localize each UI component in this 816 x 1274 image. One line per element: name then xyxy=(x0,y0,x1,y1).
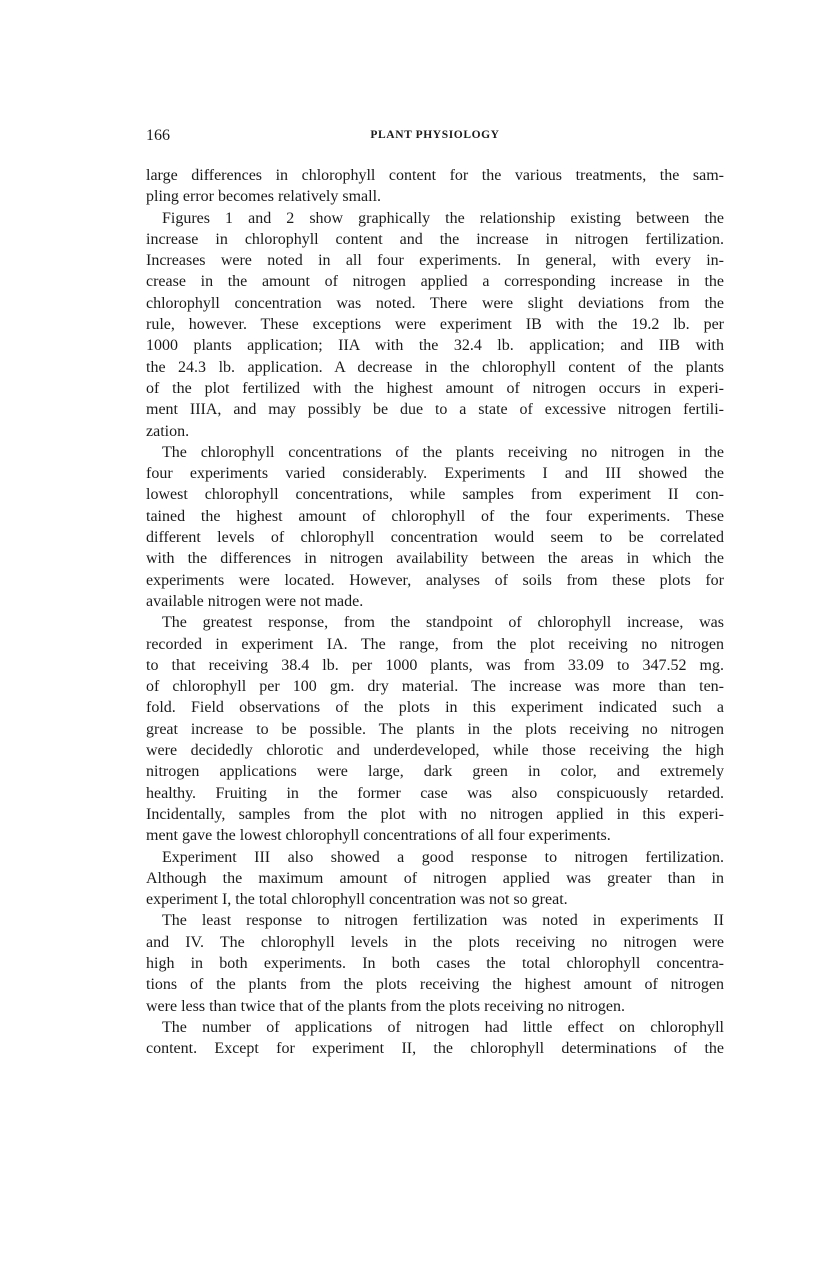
body-text xyxy=(146,165,724,1059)
paragraph-least-response xyxy=(146,910,724,1016)
text-line: nitrogen applications were large, dark green in color, and extremely xyxy=(146,763,724,781)
text-line: different levels of chlorophyll concentration would seem to be correlated xyxy=(146,529,724,547)
text-line: Experiment III also showed a good response to nitrogen fertilization. xyxy=(162,848,724,866)
text-line: healthy. Fruiting in the former case was also conspicuously retarded. xyxy=(146,784,724,802)
text-line: The chlorophyll concentrations of the plants receiving no nitrogen in the xyxy=(162,443,724,461)
text-line: Incidentally, samples from the plot with no nitrogen applied in this experi- xyxy=(146,805,724,823)
text-line: available nitrogen were not made. xyxy=(146,592,364,610)
paragraph-figures-relationship xyxy=(146,208,724,442)
text-line: increase in chlorophyll content and the increase in nitrogen fertilization. xyxy=(146,230,724,248)
text-line: and IV. The chlorophyll levels in the plots receiving no nitrogen were xyxy=(146,933,724,951)
text-line: great increase to be possible. The plants in the plots receiving no nitrogen xyxy=(146,720,724,738)
text-line: recorded in experiment IA. The range, from the plot receiving no nitrogen xyxy=(146,635,724,653)
text-line: high in both experiments. In both cases the total chlorophyll concentra- xyxy=(146,954,724,972)
text-line: rule, however. These exceptions were experiment IB with the 19.2 lb. per xyxy=(146,316,724,334)
text-line: of chlorophyll per 100 gm. dry material. The increase was more than ten- xyxy=(146,678,724,696)
page-number: 166 xyxy=(146,127,170,144)
text-line: zation. xyxy=(146,422,190,440)
paragraph-number-of-applications xyxy=(146,1017,724,1060)
text-line: to that receiving 38.4 lb. per 1000 plants, was from 33.09 to 347.52 mg. xyxy=(146,656,724,674)
text-line: ment IIIA, and may possibly be due to a state of excessive nitrogen fertili- xyxy=(146,401,724,419)
text-line: four experiments varied considerably. Experiments I and III showed the xyxy=(146,465,724,483)
text-line: tained the highest amount of chlorophyll of the four experiments. These xyxy=(146,507,724,525)
text-line: were less than twice that of the plants from the plots receiving no nitrogen. xyxy=(146,997,625,1015)
text-line: tions of the plants from the plots receiving the highest amount of nitrogen xyxy=(146,976,724,994)
text-line: the 24.3 lb. application. A decrease in the chlorophyll content of the plants xyxy=(146,358,724,376)
text-line: Figures 1 and 2 show graphically the relationship existing between the xyxy=(162,209,724,227)
text-line: pling error becomes relatively small. xyxy=(146,188,382,206)
text-line: Although the maximum amount of nitrogen applied was greater than in xyxy=(146,869,724,887)
paragraph-continued xyxy=(146,165,724,208)
text-line: 1000 plants application; IIA with the 32.4 lb. application; and IIB with xyxy=(146,337,724,355)
text-line: were decidedly chlorotic and underdeveloped, while those receiving the high xyxy=(146,742,724,760)
paragraph-greatest-response xyxy=(146,612,724,846)
paragraph-no-nitrogen-levels xyxy=(146,442,724,612)
text-line: Increases were noted in all four experiments. In general, with every in- xyxy=(146,252,724,270)
text-line: ment gave the lowest chlorophyll concentrations of all four experiments. xyxy=(146,827,611,845)
text-line: experiments were located. However, analyses of soils from these plots for xyxy=(146,571,724,589)
text-line: experiment I, the total chlorophyll concentration was not so great. xyxy=(146,891,568,909)
running-head xyxy=(146,127,724,151)
text-line: crease in the amount of nitrogen applied a corresponding increase in the xyxy=(146,273,724,291)
journal-title: PLANT PHYSIOLOGY xyxy=(370,129,500,141)
text-line: The number of applications of nitrogen had little effect on chlorophyll xyxy=(162,1018,724,1036)
paragraph-experiment-iii xyxy=(146,847,724,911)
text-line: fold. Field observations of the plots in this experiment indicated such a xyxy=(146,699,724,717)
text-line: content. Except for experiment II, the chlorophyll determinations of the xyxy=(146,1040,724,1058)
text-line: large differences in chlorophyll content for the various treatments, the sam- xyxy=(146,167,724,184)
text-line: The least response to nitrogen fertilization was noted in experiments II xyxy=(162,912,724,930)
text-line: of the plot fertilized with the highest amount of nitrogen occurs in experi- xyxy=(146,379,724,397)
text-line: with the differences in nitrogen availability between the areas in which the xyxy=(146,550,724,568)
text-line: lowest chlorophyll concentrations, while samples from experiment II con- xyxy=(146,486,724,504)
text-line: chlorophyll concentration was noted. There were slight deviations from the xyxy=(146,294,724,312)
text-line: The greatest response, from the standpoint of chlorophyll increase, was xyxy=(162,614,724,632)
